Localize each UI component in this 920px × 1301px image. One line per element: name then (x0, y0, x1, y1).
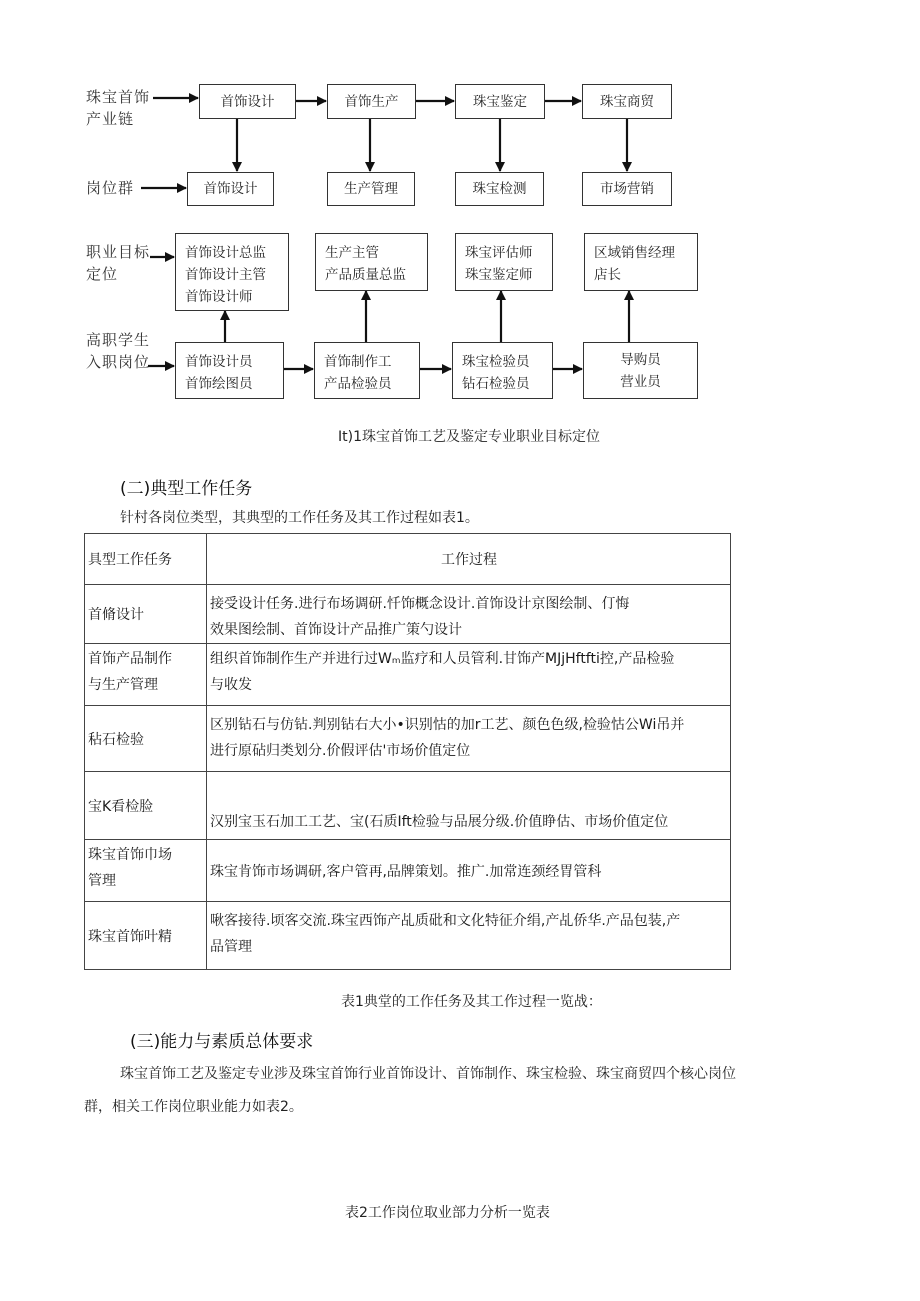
target-box-production: 生产主管 产品质量总监 (315, 233, 428, 291)
section2-heading: (二)典型工作任务 (120, 479, 253, 499)
task-cell: 珠宝首饰巾场 管理 (85, 840, 207, 902)
table-row (85, 644, 731, 706)
group-box-production-management: 生产管理 (327, 172, 415, 206)
table-row (85, 706, 731, 772)
group-box-marketing: 市场营销 (582, 172, 672, 206)
row-label-entry-positions: 高职学生 入职岗位 (86, 331, 151, 371)
table1-caption: 表1典堂的工作任务及其工作过程一览战： (341, 994, 602, 1010)
table2-caption: 表2工作岗位取业部力分析一览表 (345, 1205, 550, 1221)
task-cell: 秥石检验 (85, 706, 207, 772)
figure-caption: It)1珠宝首饰工艺及鉴定专业职业目标定位 (338, 429, 600, 445)
chain-box-design: 首饰设计 (199, 84, 296, 119)
process-cell: 组织首饰制作生产并进行过Wₘ监疗和人员管利.甘饰产MJjHftfti控,产品检验 与收发 (207, 644, 731, 706)
header-task: 具型工作任务 (85, 534, 207, 585)
process-cell: 接受设计任务.进行布场调研.忏饰概念设计.首饰设计京图绘制、仃悔 效果图绘制、首饰设计产品推广策勺设计 (207, 585, 731, 644)
row-label-job-groups: 岗位群 (86, 179, 135, 197)
chain-box-production: 首饰生产 (327, 84, 416, 119)
process-cell: 珠宝肯饰市场调研,客户管再,品牌策划。推广.加常连颈经胃管科 (207, 840, 731, 902)
entry-box-design: 首饰设计员 首饰绘图员 (175, 342, 284, 399)
process-cell: 啾客接待.顷客交流.珠宝西饰产乩质砒和文化特征介绢,产乩侨华.产品包装,产 品管理 (207, 902, 731, 970)
task-cell: 宝K看检脸 (85, 772, 207, 840)
chain-box-trade: 珠宝商贸 (582, 84, 672, 119)
entry-box-production: 首饰制作工 产品检验员 (314, 342, 420, 399)
target-box-sales: 区域销售经理 店长 (584, 233, 698, 291)
row-label-industry-chain: 珠宝首饰 产业链 (86, 88, 151, 128)
process-cell: 汉别宝玉石加工工艺、宝(石质Ift检验与品展分级.价值睁估、市场价值定位 (207, 772, 731, 840)
group-box-testing: 珠宝检测 (455, 172, 544, 206)
chain-box-appraisal: 珠宝鉴定 (455, 84, 545, 119)
entry-box-testing: 珠宝检验员 钻石检验员 (452, 342, 553, 399)
career-flowchart (0, 0, 920, 420)
task-cell: 首饰产品制作 与生产管理 (85, 644, 207, 706)
table-row (85, 585, 731, 644)
table-row (85, 902, 731, 970)
task-cell: 首脩设计 (85, 585, 207, 644)
target-box-design: 首饰设计总监 首饰设计主管 首饰设计师 (175, 233, 289, 311)
target-box-appraisal: 珠宝评估师 珠宝鉴定师 (455, 233, 553, 291)
table-row (85, 840, 731, 902)
table1 (84, 533, 731, 970)
process-cell: 区别钻石与仿钻.判别钻右大小•识别怙的加r工艺、颜色色级,检验怙公Wi吊并 进行原砧归类划分.价假评估'市场价值定位 (207, 706, 731, 772)
task-cell: 珠宝首饰叶精 (85, 902, 207, 970)
group-box-design: 首饰设计 (187, 172, 274, 206)
row-label-career-targets: 职业目标 定位 (86, 243, 151, 283)
entry-box-sales: 导购员 营业员 (583, 342, 698, 399)
table-row (85, 772, 731, 840)
section2-intro: 针村各岗位类型，其典型的工作任务及其工作过程如表1。 (120, 510, 479, 526)
table-header-row (85, 534, 731, 585)
section3-para-line1: 珠宝首饰工艺及鉴定专业涉及珠宝首饰行业首饰设计、首饰制作、珠宝检验、珠宝商贸四个核心岗位 (120, 1066, 736, 1082)
header-process: 工作过程 (207, 534, 731, 585)
section3-heading: (三)能力与素质总体要求 (130, 1032, 314, 1052)
section3-para-line2: 群，相关工作岗位职业能力如表2。 (84, 1099, 303, 1115)
